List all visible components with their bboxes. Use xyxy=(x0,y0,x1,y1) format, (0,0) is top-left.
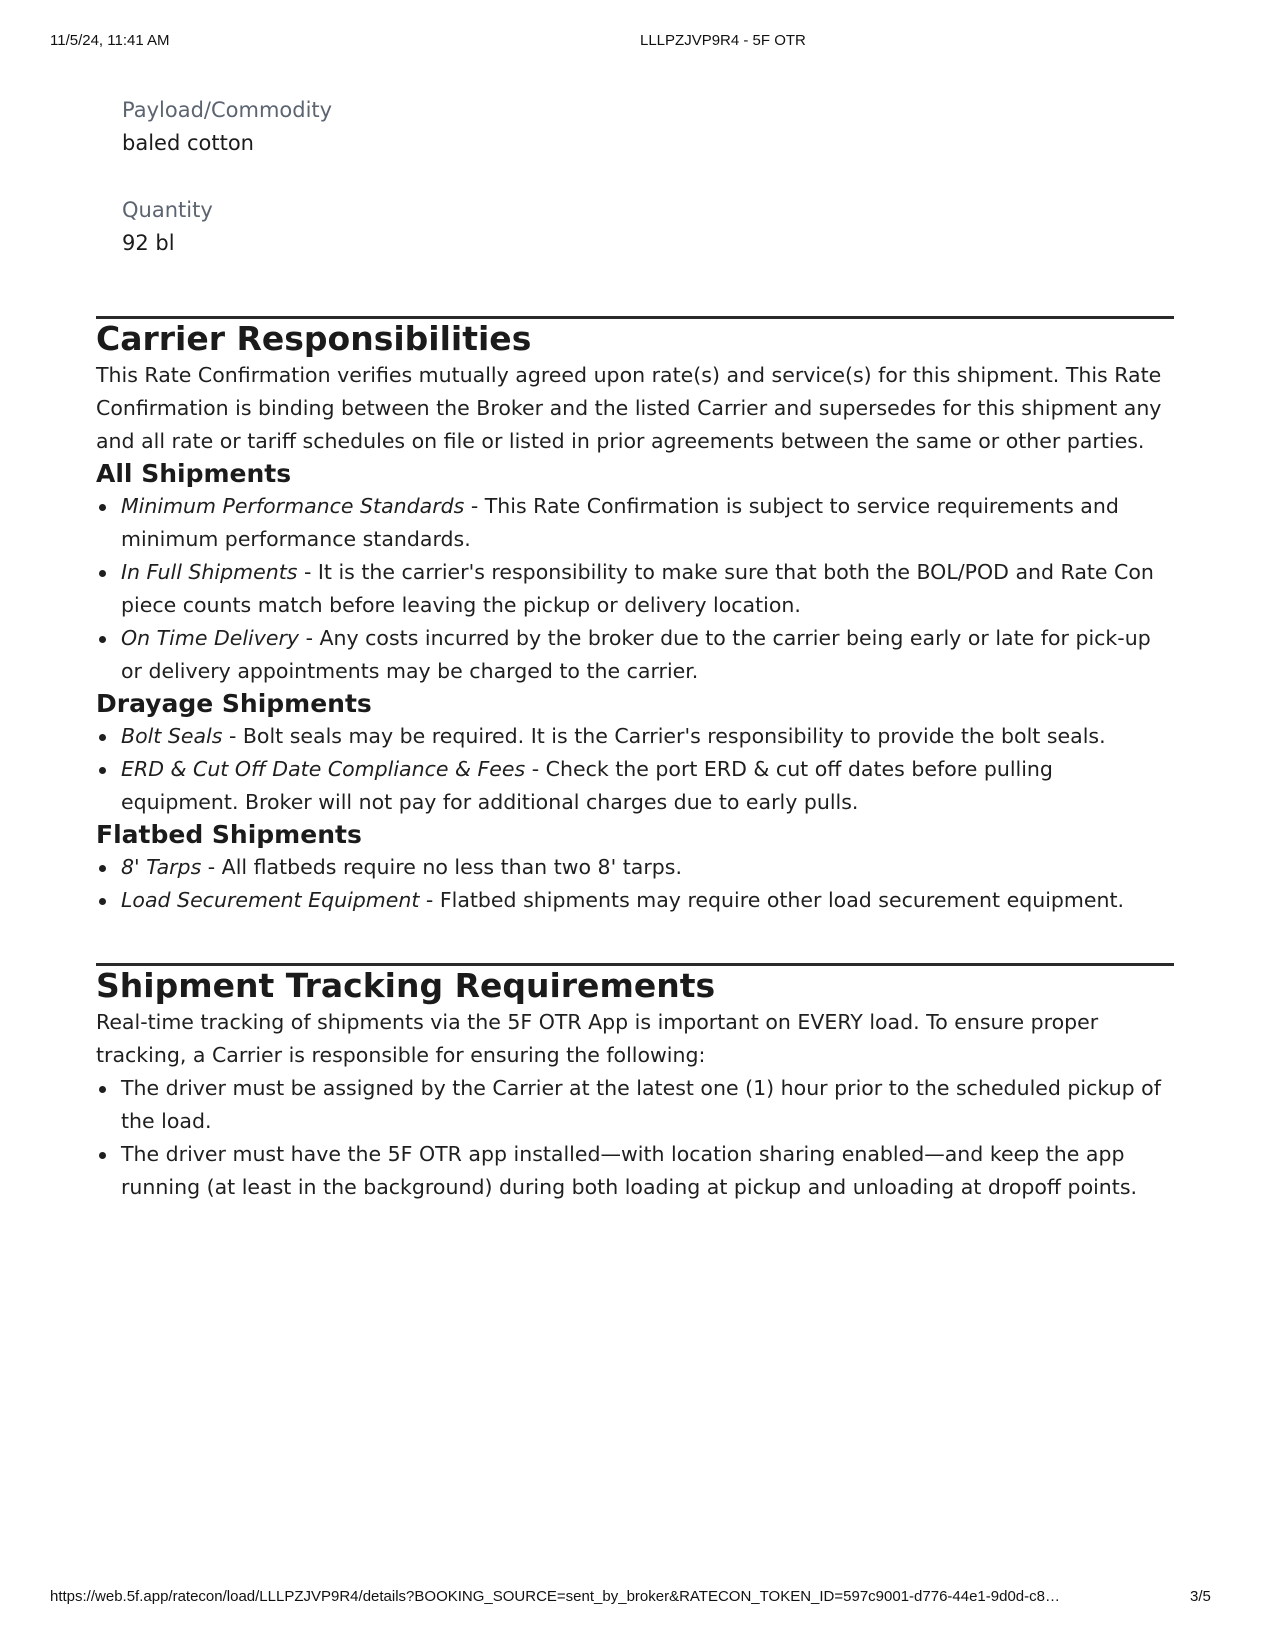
term-description: - This Rate Confirmation is subject to service requirements and minimum performance standards. xyxy=(121,494,1119,551)
shipment-tracking-title: Shipment Tracking Requirements xyxy=(96,966,716,1005)
all-shipments-list xyxy=(96,490,1176,688)
term-description: - Check the port ERD & cut off dates before pulling equipment. Broker will not pay for additional charges due to early pulls. xyxy=(121,757,1053,814)
field-label: Payload/Commodity xyxy=(122,98,333,122)
term-description: - Any costs incurred by the broker due to the carrier being early or late for pick-up or delivery appointments may be charged to the carrier. xyxy=(121,626,1151,683)
field-label: Quantity xyxy=(122,198,213,222)
field-value: 92 bl xyxy=(122,231,175,255)
print-title: LLLPZJVP9R4 - 5F OTR xyxy=(640,32,806,49)
list-item xyxy=(121,753,1176,819)
list-item xyxy=(121,720,1176,753)
list-item: The driver must have the 5F OTR app installed—with location sharing enabled—and keep the app running (at least in the background) during both loading at pickup and unloading at dropoff points. xyxy=(121,1138,1176,1204)
term: On Time Delivery xyxy=(121,626,300,650)
list-item xyxy=(121,622,1176,688)
term-description: - Flatbed shipments may require other load securement equipment. xyxy=(419,888,1125,912)
all-shipments-heading: All Shipments xyxy=(96,459,292,488)
term-description: - All flatbeds require no less than two 8' tarps. xyxy=(201,855,682,879)
document-body xyxy=(96,96,1176,1204)
term: ERD & Cut Off Date Compliance & Fees xyxy=(121,757,526,781)
term: Bolt Seals xyxy=(121,724,223,748)
quantity-field xyxy=(122,196,1176,258)
list-item xyxy=(121,884,1176,917)
page-number: 3/5 xyxy=(1190,1588,1211,1605)
flatbed-shipments-heading: Flatbed Shipments xyxy=(96,820,362,849)
list-item xyxy=(121,490,1176,556)
page-url: https://web.5f.app/ratecon/load/LLLPZJVP9R4/details?BOOKING_SOURCE=sent_by_broker&RATECON_TOKEN_ID=597c9001-d776-44e1-9d0d-c8… xyxy=(50,1588,1060,1605)
term: Load Securement Equipment xyxy=(121,888,420,912)
tracking-requirements-list xyxy=(96,1072,1176,1204)
field-value: baled cotton xyxy=(122,131,254,155)
shipment-tracking-intro: Real-time tracking of shipments via the 5F OTR App is important on EVERY load. To ensure proper tracking, a Carrier is responsible for ensuring the following: xyxy=(96,1010,1099,1067)
list-item xyxy=(121,556,1176,622)
list-item: The driver must be assigned by the Carrier at the latest one (1) hour prior to the scheduled pickup of the load. xyxy=(121,1072,1176,1138)
print-header xyxy=(0,32,1275,52)
term: Minimum Performance Standards xyxy=(121,494,465,518)
carrier-responsibilities-intro: This Rate Confirmation verifies mutually agreed upon rate(s) and service(s) for this shipment. This Rate Confirmation is binding between the Broker and the listed Carrier and supersedes for this shipment any and all rate or tariff schedules on file or listed in prior agreements between the same or other parties. xyxy=(96,363,1162,453)
list-item xyxy=(121,851,1176,884)
print-datetime: 11/5/24, 11:41 AM xyxy=(50,32,170,49)
term: 8' Tarps xyxy=(121,855,202,879)
drayage-shipments-heading: Drayage Shipments xyxy=(96,689,372,718)
carrier-responsibilities-title: Carrier Responsibilities xyxy=(96,319,532,358)
payload-commodity-field xyxy=(122,96,1176,158)
term: In Full Shipments xyxy=(121,560,298,584)
print-footer xyxy=(0,1588,1275,1608)
drayage-shipments-list xyxy=(96,720,1176,819)
flatbed-shipments-list xyxy=(96,851,1176,917)
term-description: - It is the carrier's responsibility to make sure that both the BOL/POD and Rate Con piece counts match before leaving the pickup or delivery location. xyxy=(121,560,1154,617)
term-description: - Bolt seals may be required. It is the Carrier's responsibility to provide the bolt seals. xyxy=(222,724,1106,748)
